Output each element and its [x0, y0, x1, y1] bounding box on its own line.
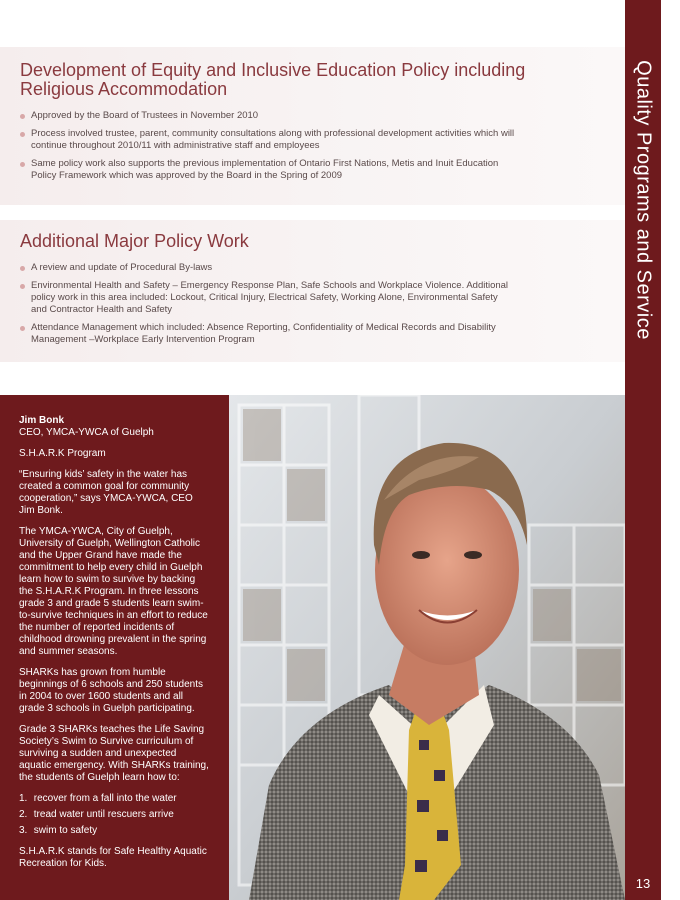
profile-footer: S.H.A.R.K stands for Safe Healthy Aquatic Recreation for Kids. [19, 846, 207, 869]
bullet-item: Same policy work also supports the previous implementation of Ontario First Nations, Metis and Inuit Education Policy Framework which was approved by the Board in the Spring of 2009 [20, 158, 515, 182]
major-policy-section [0, 220, 625, 362]
portrait-illustration [229, 395, 625, 900]
equity-policy-bullets [20, 110, 515, 188]
major-policy-title: Additional Major Policy Work [20, 231, 249, 251]
list-item: 2. tread water until rescuers arrive [19, 809, 174, 820]
profile-paragraph: Grade 3 SHARKs teaches the Life Saving Society’s Swim to Survive curriculum of surviving a sudden and unexpected aquatic emergency. With SHARKs training, the students of Guelph learn how to: [19, 724, 209, 783]
bullet-item: A review and update of Procedural By-laws [20, 262, 515, 274]
skills-list [19, 793, 209, 837]
profile-quote: “Ensuring kids’ safety in the water has created a common goal for community cooperation,” says YMCA-YWCA, CEO Jim Bonk. [19, 469, 193, 516]
profile-text [19, 415, 209, 879]
bullet-item: Approved by the Board of Trustees in November 2010 [20, 110, 515, 122]
side-banner-title: Quality Programs and Service [632, 60, 655, 340]
profile-sidebar [0, 395, 229, 900]
major-policy-bullets [20, 262, 515, 352]
equity-policy-title: Development of Equity and Inclusive Education Policy including Religious Accommodation [20, 60, 526, 99]
profile-name: Jim Bonk [19, 415, 65, 426]
profile-paragraph: The YMCA-YWCA, City of Guelph, University of Guelph, Wellington Catholic and the Upper Grand have made the commitment to help every child in Guelph learn how to swim to survive by backing the S.H.A.R.K Program. In three lessons grade 3 and grade 5 students learn swim-to-survive techniques in an effort to reduce the number of reported incidents of childhood drowning prevalent in the spring and summer seasons. [19, 526, 208, 657]
equity-policy-section [0, 47, 625, 205]
bullet-item: Environmental Health and Safety – Emergency Response Plan, Safe Schools and Workplace Violence. Additional policy work in this area included: Lockout, Critical Injury, Electrical Safety, Working Alone, Environmental Safety and Contractor Health and Safety [20, 280, 515, 316]
portrait-photo [229, 395, 625, 900]
bullet-item: Process involved trustee, parent, community consultations along with professional development activities which will continue throughout 2010/11 with administrative staff and employees [20, 128, 515, 152]
profile-role: CEO, YMCA-YWCA of Guelph [19, 427, 154, 438]
bullet-item: Attendance Management which included: Absence Reporting, Confidentiality of Medical Records and Disability Management –Workplace Early Intervention Program [20, 322, 515, 346]
page-number: 13 [635, 876, 651, 891]
profile-paragraph: SHARKs has grown from humble beginnings of 6 schools and 250 students in 2004 to over 1600 students and all grade 3 schools in Guelph participating. [19, 667, 204, 714]
profile-program: S.H.A.R.K Program [19, 448, 106, 459]
list-item: 1. recover from a fall into the water [19, 793, 177, 804]
list-item: 3. swim to safety [19, 825, 98, 836]
